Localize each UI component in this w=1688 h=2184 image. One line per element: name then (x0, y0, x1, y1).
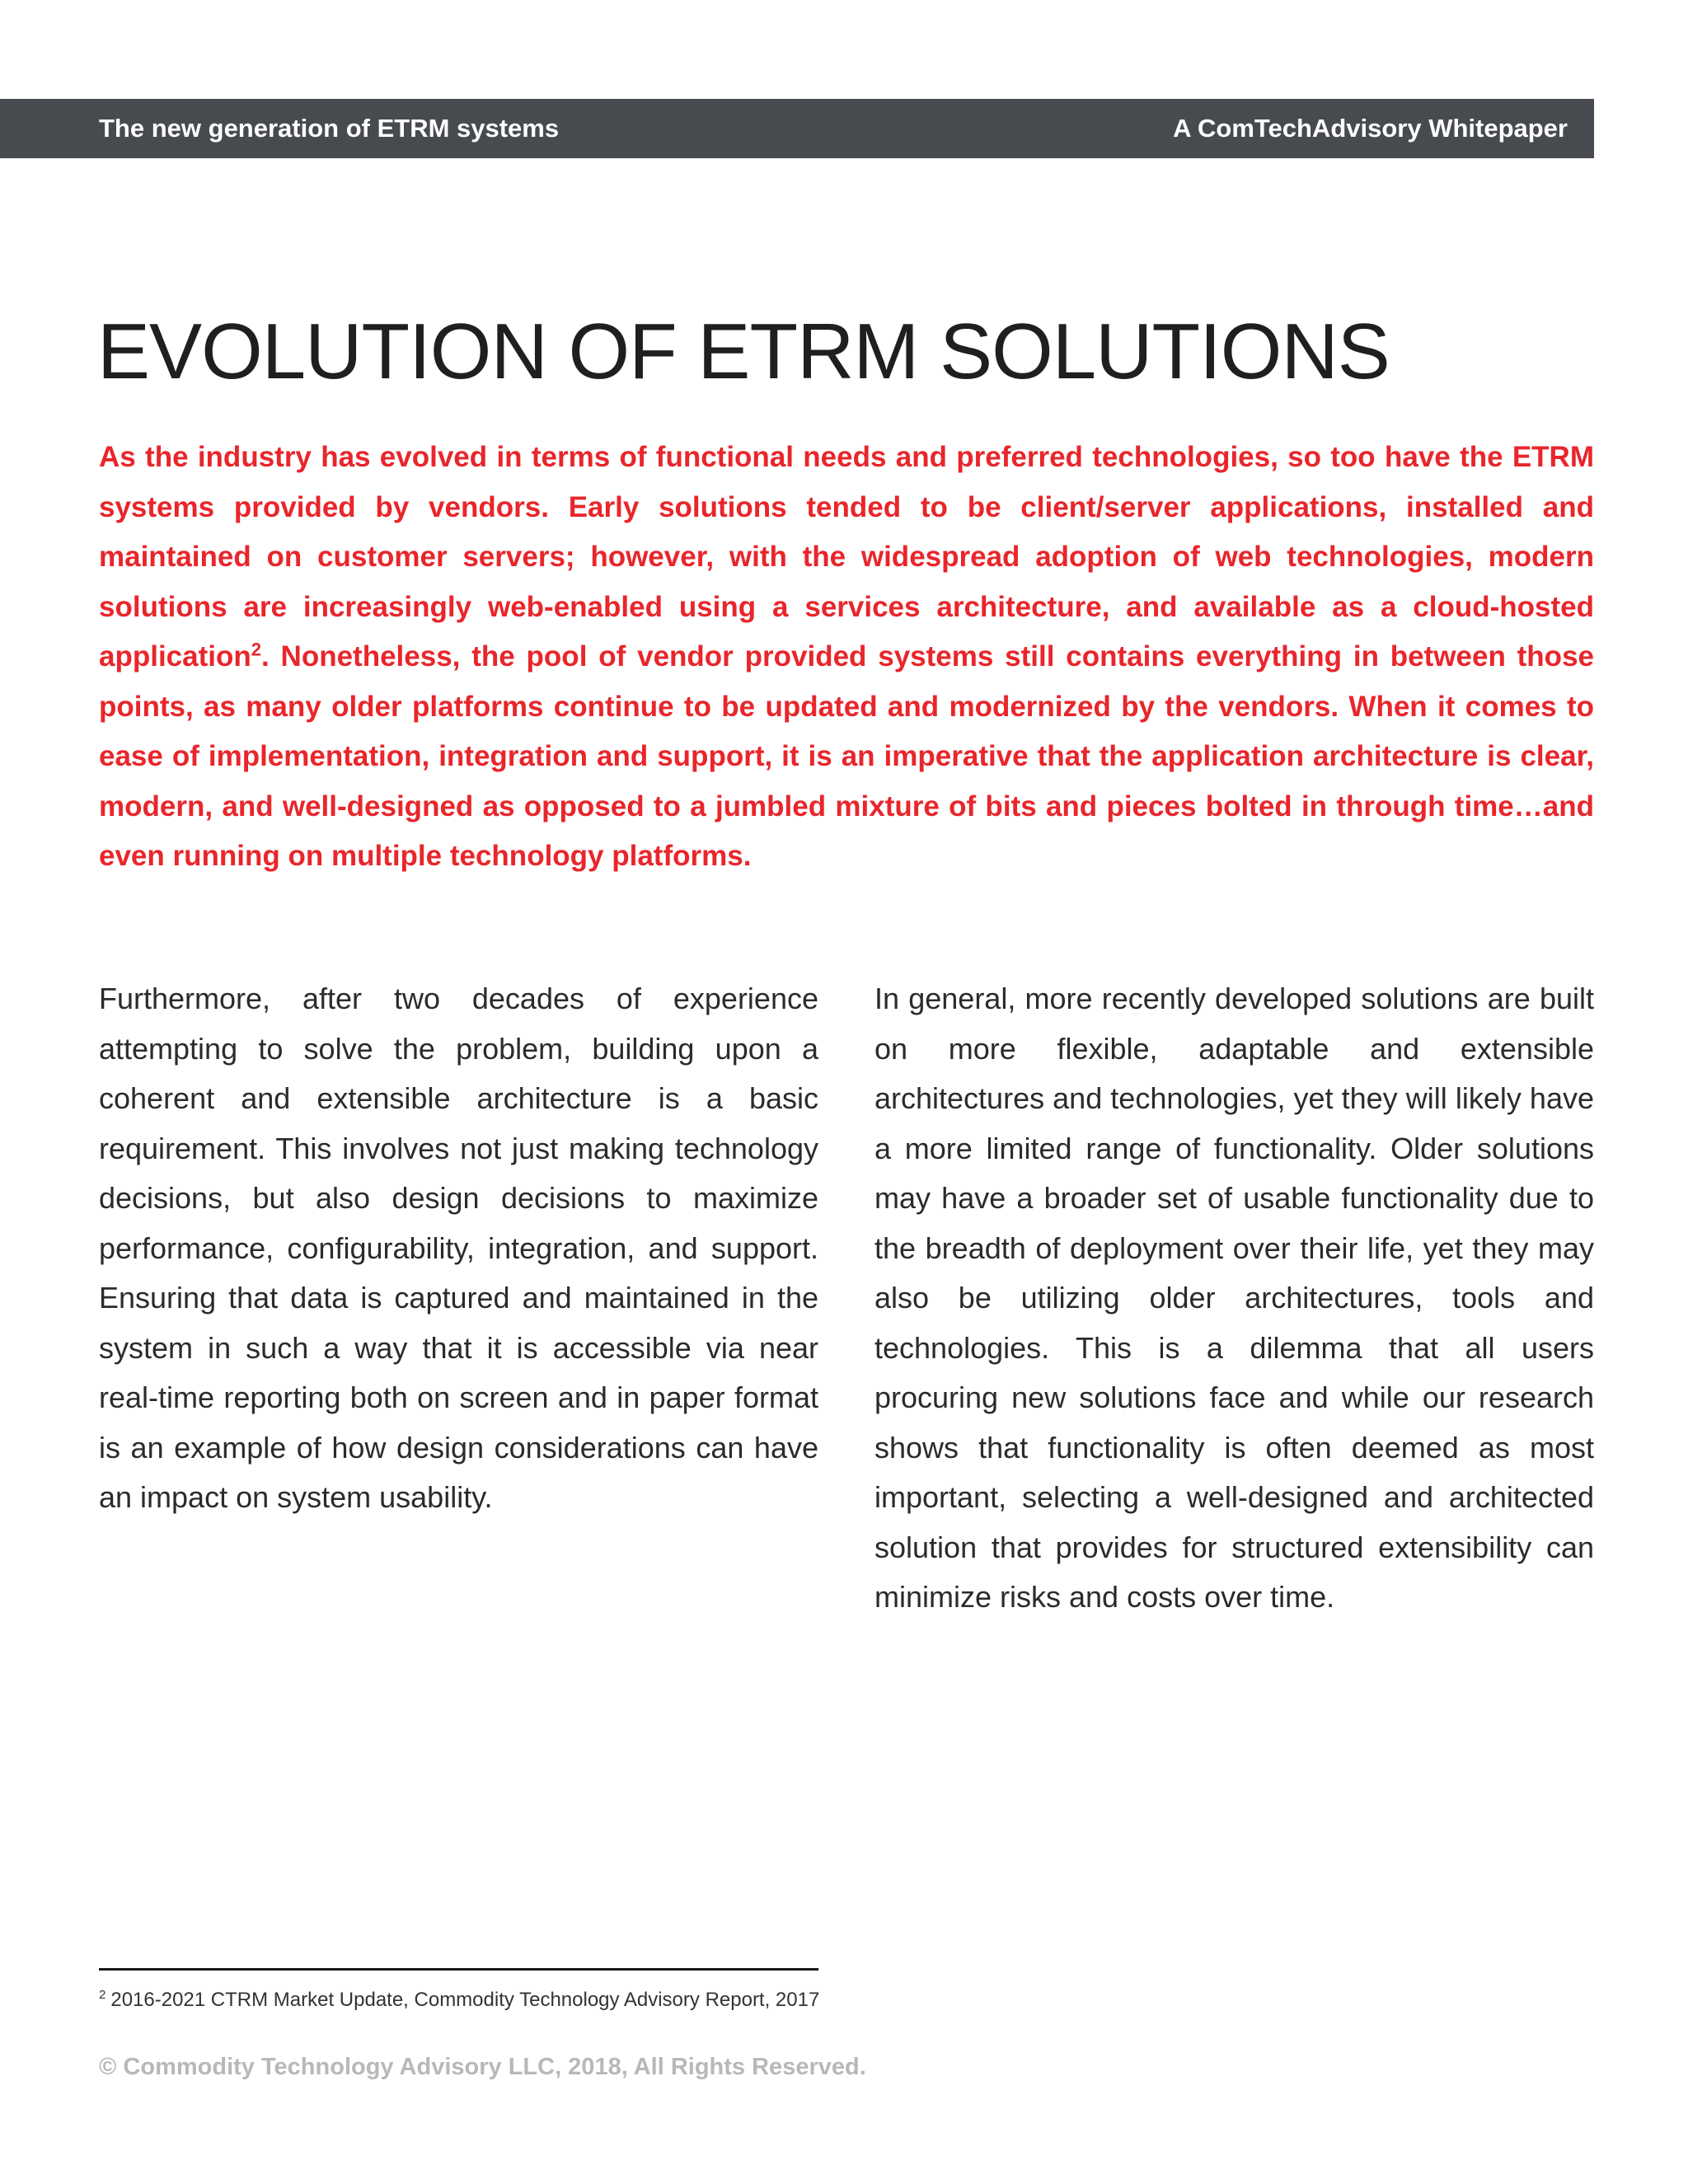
footnote (99, 1988, 819, 2012)
footnote-number: 2 (99, 1988, 106, 2002)
lead-text-part2: . Nonetheless, the pool of vendor provided systems still contains everything in between those points, as many older platforms continue to be updated and modernized by the vendors. When it comes to ease of implementation, integration and support, it is an imperative that the application architecture is clear, modern, and well-designed as opposed to a jumbled mixture of bits and pieces bolted in through time…and even running on multiple technology platforms. (99, 640, 1594, 872)
body-column-right: In general, more recently developed solutions are built on more flexible, adaptable and extensible architectures and technologies, yet they will likely have a more limited range of functionality. Older solutions may have a broader set of usable functionality due to the breadth of deployment over their life, yet they may also be utilizing older architectures, tools and technologies. This is a dilemma that all users procuring new solutions face and while our research shows that functionality is often deemed as most important, selecting a well-designed and architected solution that provides for structured extensibility can minimize risks and costs over time. (874, 982, 1594, 1614)
header-publisher: A ComTechAdvisory Whitepaper (1173, 114, 1568, 143)
body-column-left: Furthermore, after two decades of experience attempting to solve the problem, building upon a coherent and extensible architecture is a basic requirement. This involves not just making technology decisions, but also design decisions to maximize performance, configurability, integration, and support. Ensuring that data is captured and maintained in the system in such a way that it is accessible via near real-time reporting both on screen and in paper format is an example of how design considerations can have an impact on system usability. (99, 982, 818, 1514)
lead-paragraph (99, 433, 1594, 882)
page-title: EVOLUTION OF ETRM SOLUTIONS (97, 307, 1390, 396)
header-document-title: The new generation of ETRM systems (99, 114, 560, 143)
running-header (0, 99, 1594, 158)
copyright-notice: © Commodity Technology Advisory LLC, 2018, All Rights Reserved. (99, 2054, 866, 2080)
footnote-reference: 2 (251, 639, 261, 660)
lead-text-part1: As the industry has evolved in terms of functional needs and preferred technologies, so too have the ETRM systems provided by vendors. Early solutions tended to be client/server applications, installed and maintained on customer servers; however, with the widespread adoption of web technologies, modern solutions are increasingly web-enabled using a services architecture, and available as a cloud-hosted application (99, 441, 1594, 673)
footnote-text: 2016-2021 CTRM Market Update, Commodity Technology Advisory Report, 2017 (110, 1989, 820, 2011)
footnote-divider (99, 1968, 818, 1971)
